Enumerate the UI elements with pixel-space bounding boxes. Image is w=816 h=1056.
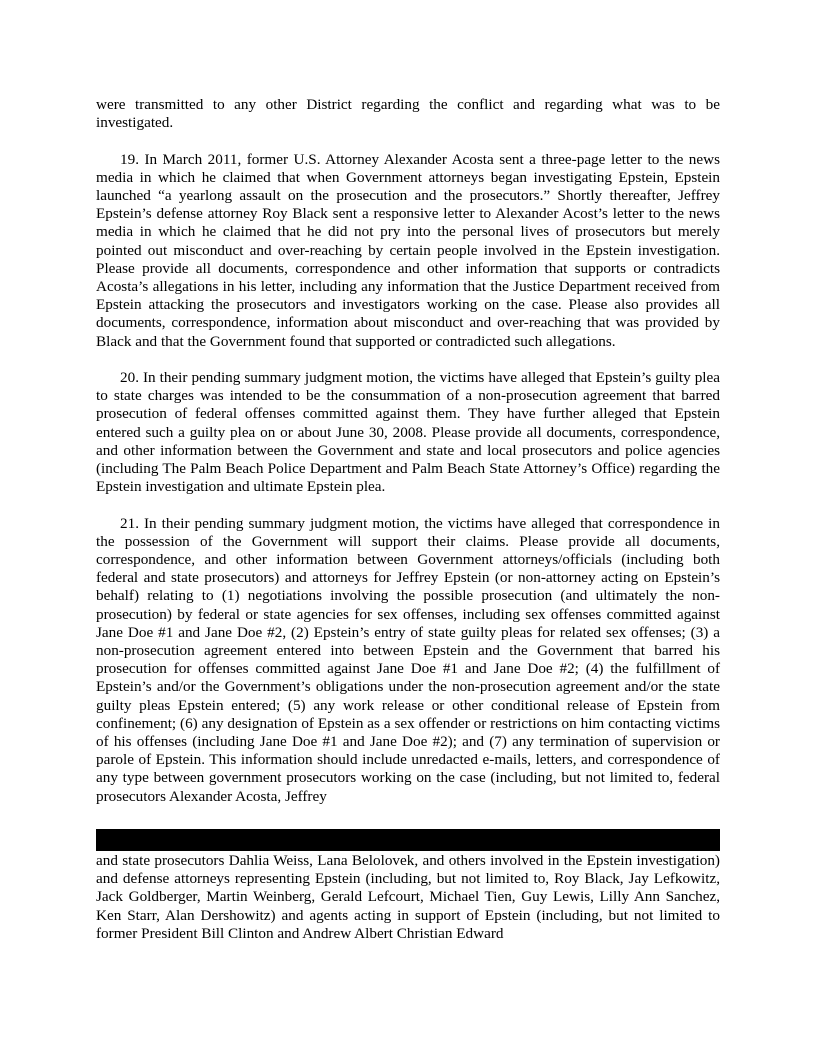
redaction-bar <box>96 829 720 851</box>
paragraph-20: 20. In their pending summary judgment motion, the victims have alleged that Epstein’s guilty plea to state charges was intended to be the consummation of a non-prosecution agreement that barred prosecution of federal offenses committed against them. They have further alleged that Epstein entered such a guilty plea on or about June 30, 2008. Please provide all documents, correspondence, and other information between the Government and state and local prosecutors and police agencies (including The Palm Beach Police Department and Palm Beach State Attorney’s Office) regarding the Epstein investigation and ultimate Epstein plea. <box>96 369 720 496</box>
paragraph-19: 19. In March 2011, former U.S. Attorney Alexander Acosta sent a three-page letter to the news media in which he claimed that when Government attorneys began investigating Epstein, Epstein launched “a yearlong assault on the prosecution and the prosecutors.” Shortly thereafter, Jeffrey Epstein’s defense attorney Roy Black sent a responsive letter to Alexander Acost’s letter to the news media in which he claimed that he did not pry into the personal lives of prosecutors but merely pointed out misconduct and over-reaching by certain people involved in the Epstein investigation. Please provide all documents, correspondence and other information that supports or contradicts Acosta’s allegations in his letter, including any information that the Justice Department received from Epstein attacking the prosecutors and investigators working on the case. Please also provides all documents, correspondence, information about misconduct and over-reaching that was provided by Black and that the Government found that supported or contradicted such allegations. <box>96 150 720 350</box>
paragraph-21: 21. In their pending summary judgment motion, the victims have alleged that correspondence in the possession of the Government will support their claims. Please provide all documents, correspondence, and other information between Government attorneys/officials (including both federal and state prosecutors) and attorneys for Jeffrey Epstein (or non-attorney acting on Epstein’s behalf) relating to (1) negotiations involving the possible prosecution (and ultimately the non-prosecution) by federal or state agencies for sex offenses, including sex offenses committed against Jane Doe #1 and Jane Doe #2, (2) Epstein’s entry of state guilty pleas for related sex offenses; (3) a non-prosecution agreement entered into between Epstein and the Government that barred his prosecution for offenses committed against Jane Doe #1 and Jane Doe #2; (4) the fulfillment of Epstein’s and/or the Government’s obligations under the non-prosecution agreement and/or the state guilty pleas Epstein entered; (5) any work release or other conditional release of Epstein from confinement; (6) any designation of Epstein as a sex offender or restrictions on him contacting victims of his offenses (including Jane Doe #1 and Jane Doe #2); and (7) any termination of supervision or parole of Epstein. This information should include unredacted e-mails, letters, and correspondence of any type between government prosecutors working on the case (including, but not limited to, federal prosecutors Alexander Acosta, Jeffrey <box>96 514 720 805</box>
paragraph-continuation: were transmitted to any other District regarding the conflict and regarding what was to be investigated. <box>96 96 720 132</box>
paragraph-21-continuation: and state prosecutors Dahlia Weiss, Lana Belolovek, and others involved in the Epstein investigation) and defense attorneys representing Epstein (including, but not limited to, Roy Black, Jay Lefkowitz, Jack Goldberger, Martin Weinberg, Gerald Lefcourt, Michael Tien, Guy Lewis, Lilly Ann Sanchez, Ken Starr, Alan Dershowitz) and agents acting in support of Epstein (including, but not limited to former President Bill Clinton and Andrew Albert Christian Edward <box>96 852 720 942</box>
document-body <box>96 96 720 824</box>
